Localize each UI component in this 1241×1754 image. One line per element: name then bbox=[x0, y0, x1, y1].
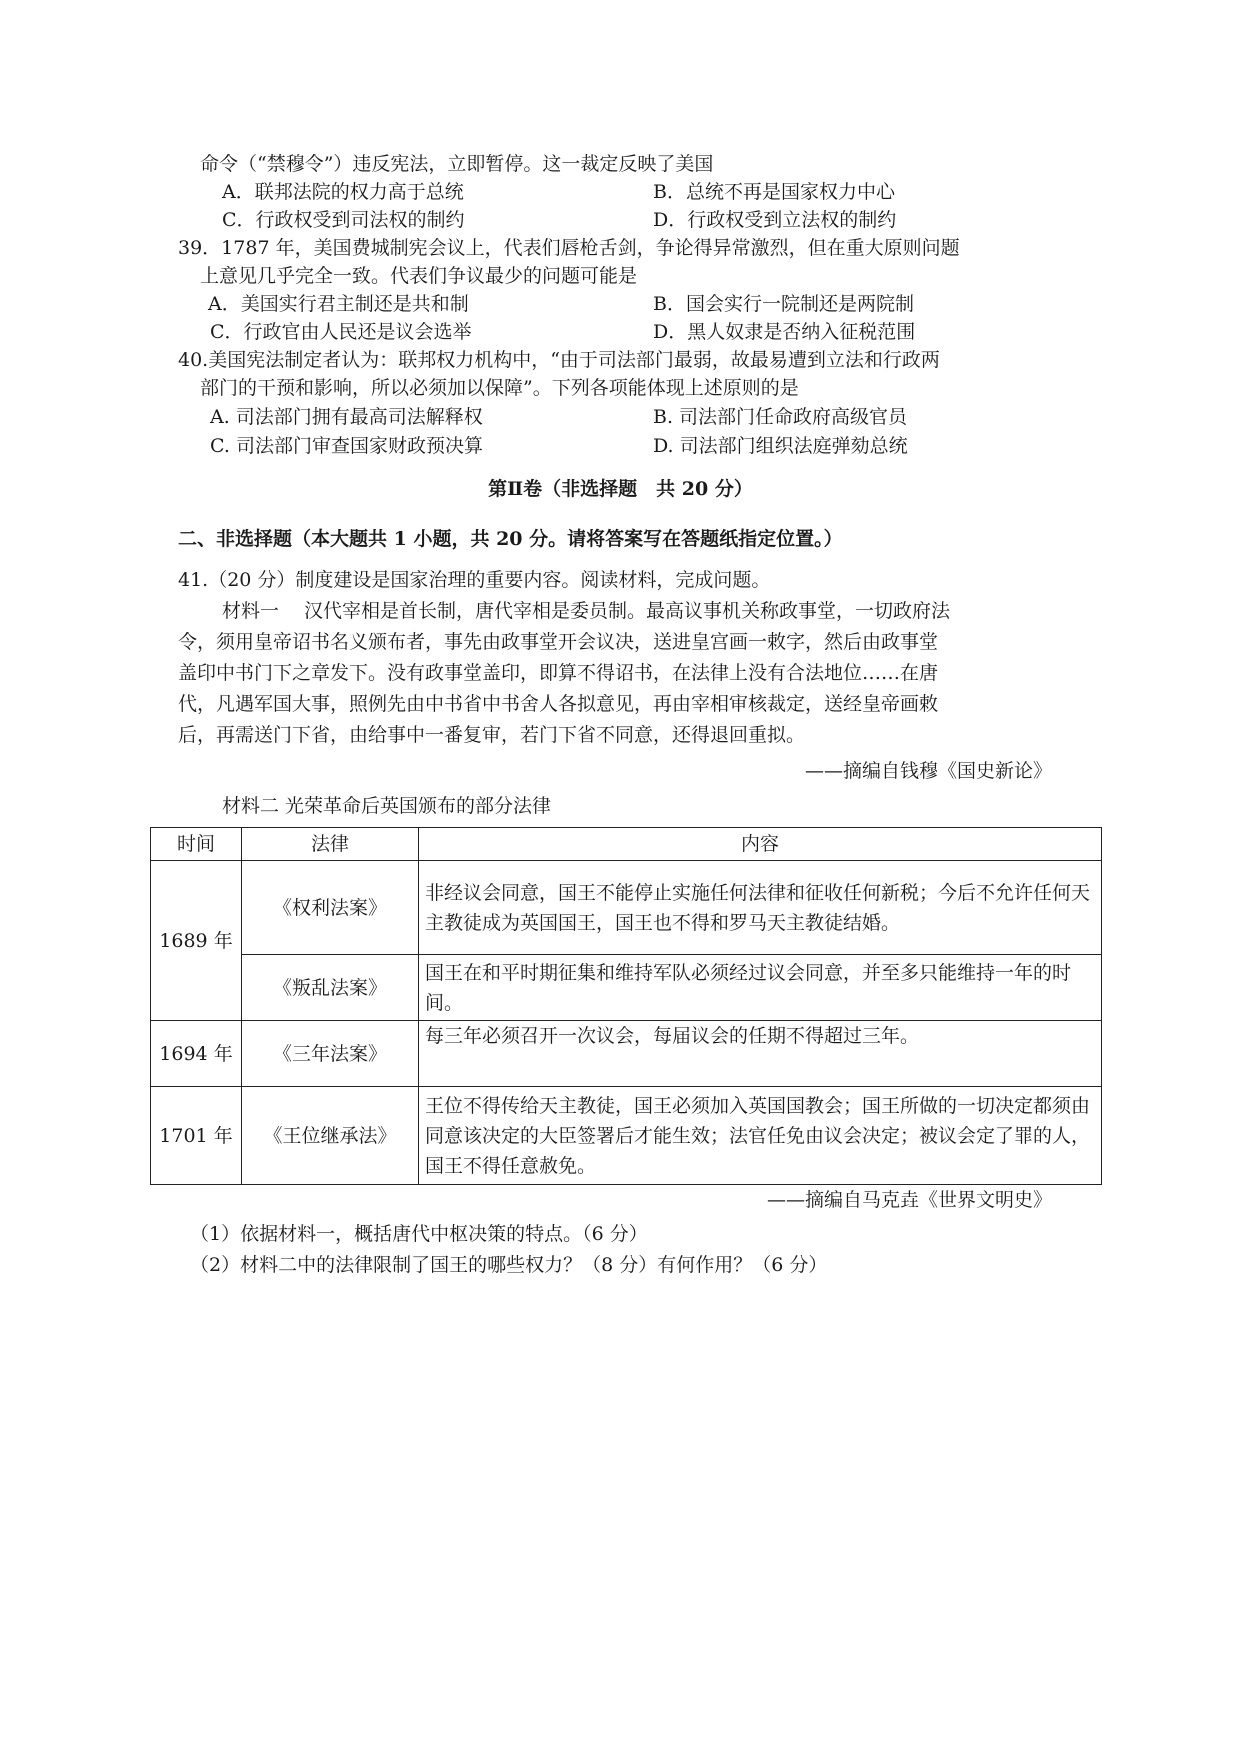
q38-option-b: B．总统不再是国家权力中心 bbox=[653, 181, 895, 203]
question-1: （1）依据材料一，概括唐代中枢决策的特点。（6 分） bbox=[190, 1223, 648, 1245]
q40-line2: 部门的干预和影响，所以必须加以保障”。下列各项能体现上述原则的是 bbox=[200, 377, 799, 399]
law-name-cell: 《叛乱法案》 bbox=[242, 955, 419, 1021]
material1-line3: 盖印中书门下之章发下。没有政事堂盖印，即算不得诏书，在法律上没有合法地位……在唐 bbox=[178, 662, 939, 684]
law-content-cell: 国王在和平时期征集和维持军队必须经过议会同意，并至多只能维持一年的时间。 bbox=[419, 955, 1102, 1021]
law-content-cell: 每三年必须召开一次议会，每届议会的任期不得超过三年。 bbox=[419, 1021, 1102, 1087]
material1-line5: 后，再需送门下省，由给事中一番复审，若门下省不同意，还得退回重拟。 bbox=[178, 724, 806, 746]
year-cell: 1689 年 bbox=[151, 861, 242, 1021]
material1-source: ——摘编自钱穆《国史新论》 bbox=[804, 760, 1052, 782]
law-name-cell: 《三年法案》 bbox=[242, 1021, 419, 1087]
section-heading: 二、非选择题（本大题共 1 小题，共 20 分。请将答案写在答题纸指定位置。） bbox=[178, 528, 843, 550]
table-row bbox=[151, 955, 1102, 1021]
q38-option-a: A．联邦法院的权力高于总统 bbox=[222, 181, 464, 203]
q40-line1: 40.美国宪法制定者认为：联邦权力机构中，“由于司法部门最弱，故最易遭到立法和行政两 bbox=[178, 349, 940, 371]
q40-option-b: B. 司法部门任命政府高级官员 bbox=[653, 406, 908, 428]
header-time: 时间 bbox=[151, 828, 242, 861]
q40-option-a: A. 司法部门拥有最高司法解释权 bbox=[210, 406, 483, 428]
part2-title: 第Ⅱ卷（非选择题 共 20 分） bbox=[488, 478, 753, 500]
header-content: 内容 bbox=[419, 828, 1102, 861]
q39-line2: 上意见几乎完全一致。代表们争议最少的问题可能是 bbox=[200, 265, 638, 287]
q41-intro: 41.（20 分）制度建设是国家治理的重要内容。阅读材料，完成问题。 bbox=[178, 569, 771, 591]
q39-line1: 39．1787 年，美国费城制宪会议上，代表们唇枪舌剑，争论得异常激烈，但在重大原则问题 bbox=[178, 237, 960, 259]
q38-option-c: C．行政权受到司法权的制约 bbox=[222, 209, 465, 231]
q39-option-b: B．国会实行一院制还是两院制 bbox=[653, 293, 914, 315]
q39-option-c: C．行政官由人民还是议会选举 bbox=[210, 321, 472, 343]
q39-option-a: A．美国实行君主制还是共和制 bbox=[208, 293, 469, 315]
table-row bbox=[151, 861, 1102, 955]
material2-source: ——摘编自马克垚《世界文明史》 bbox=[766, 1189, 1052, 1211]
year-cell: 1701 年 bbox=[151, 1087, 242, 1185]
table-header-row bbox=[151, 828, 1102, 861]
material1-line1: 材料一 汉代宰相是首长制，唐代宰相是委员制。最高议事机关称政事堂，一切政府法 bbox=[222, 600, 951, 622]
q38-option-d: D．行政权受到立法权的制约 bbox=[653, 209, 897, 231]
year-cell: 1694 年 bbox=[151, 1021, 242, 1087]
q39-option-d: D．黑人奴隶是否纳入征税范围 bbox=[653, 321, 916, 343]
table-row bbox=[151, 1087, 1102, 1185]
material1-line4: 代，凡遇军国大事，照例先由中书省中书舍人各拟意见，再由宰相审核裁定，送经皇帝画敕 bbox=[178, 693, 939, 715]
law-content-cell: 非经议会同意，国王不能停止实施任何法律和征收任何新税；今后不允许任何天主教徒成为英国国王，国王也不得和罗马天主教徒结婚。 bbox=[419, 861, 1102, 955]
q40-option-d: D. 司法部门组织法庭弹劾总统 bbox=[653, 435, 908, 457]
material2-title: 材料二 光荣革命后英国颁布的部分法律 bbox=[222, 795, 552, 817]
table-row bbox=[151, 1021, 1102, 1087]
header-law: 法律 bbox=[242, 828, 419, 861]
law-table bbox=[150, 827, 1102, 1185]
law-content-cell: 王位不得传给天主教徒，国王必须加入英国国教会；国王所做的一切决定都须由同意该决定的大臣签署后才能生效；法官任免由议会决定；被议会定了罪的人，国王不得任意赦免。 bbox=[419, 1087, 1102, 1185]
material1-line2: 令，须用皇帝诏书名义颁布者，事先由政事堂开会议决，送进皇宫画一敕字，然后由政事堂 bbox=[178, 631, 939, 653]
law-name-cell: 《权利法案》 bbox=[242, 861, 419, 955]
law-name-cell: 《王位继承法》 bbox=[242, 1087, 419, 1185]
q38-tail: 命令（“禁穆令”）违反宪法，立即暂停。这一裁定反映了美国 bbox=[200, 153, 714, 175]
question-2: （2）材料二中的法律限制了国王的哪些权力？（8 分）有何作用？（6 分） bbox=[190, 1254, 828, 1276]
q40-option-c: C. 司法部门审查国家财政预决算 bbox=[210, 435, 483, 457]
